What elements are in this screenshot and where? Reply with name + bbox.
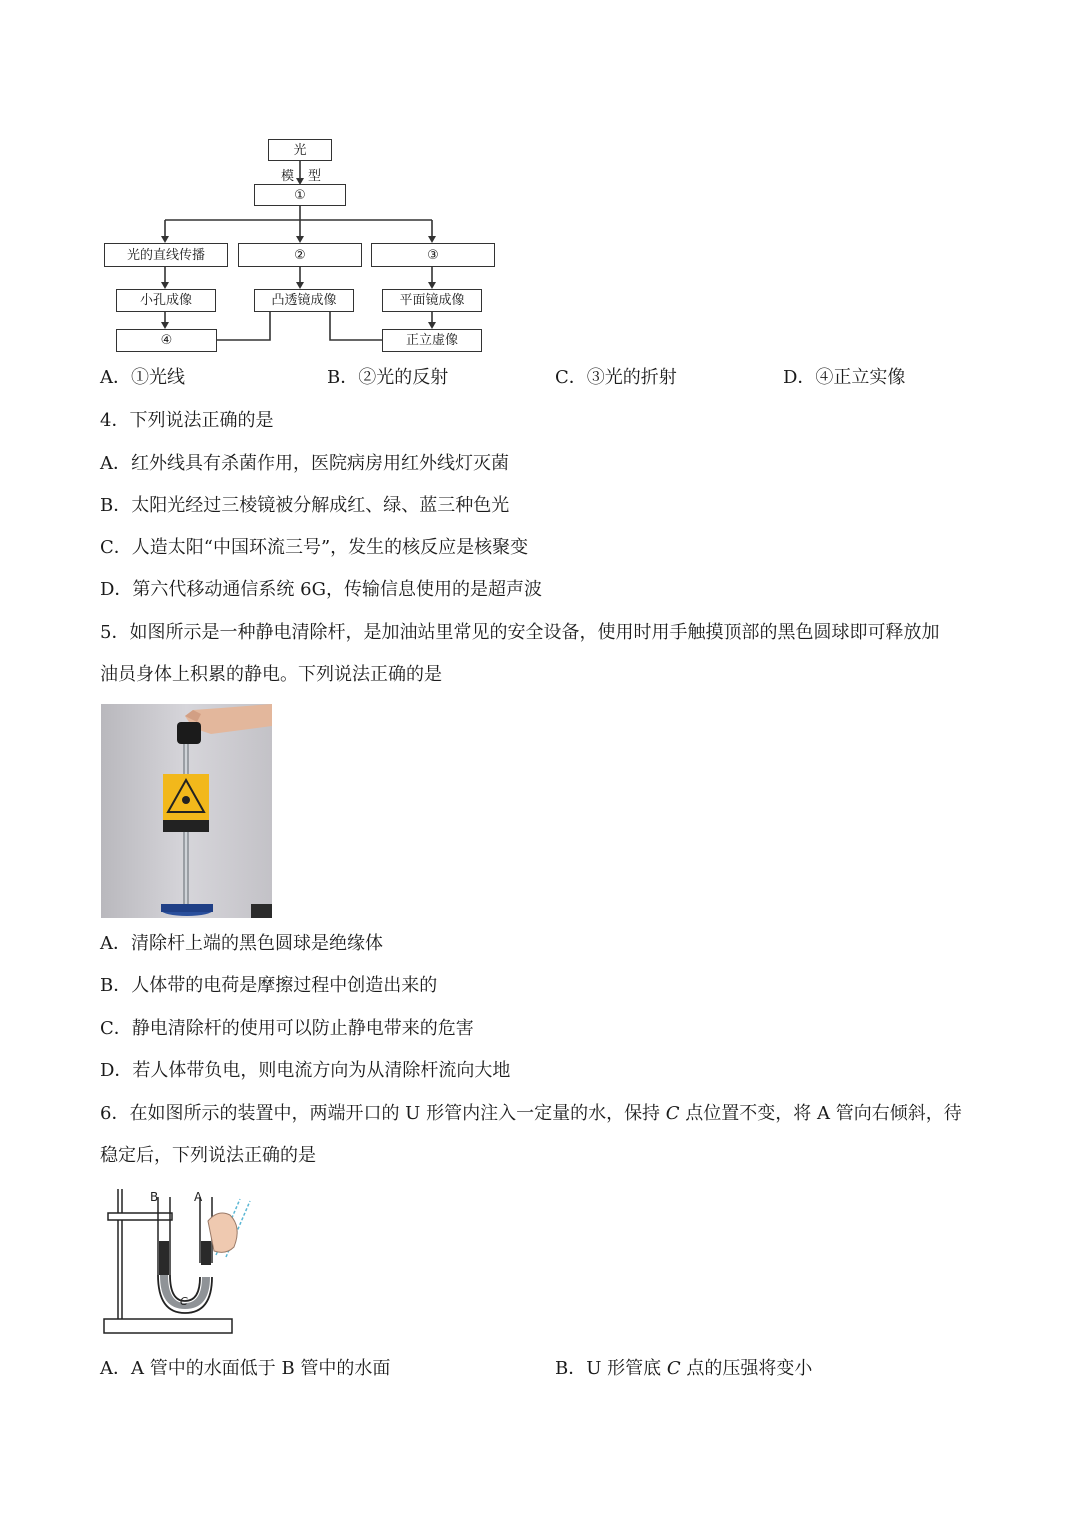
- diagram-box-node1: ①: [254, 184, 346, 206]
- q5-option-d: D．若人体带负电，则电流方向为从清除杆流向大地: [100, 1060, 511, 1081]
- diagram-box-convex: 凸透镜成像: [254, 289, 354, 312]
- diagram-box-virtual: 正立虚像: [382, 329, 482, 352]
- diagram-box-node2: ②: [238, 243, 362, 267]
- u-tube-label-c: C: [180, 1295, 188, 1308]
- q6-option-b-part1: B．U 形管底: [555, 1358, 667, 1379]
- diagram-box-pinhole: 小孔成像: [116, 289, 216, 312]
- q6-stem-point-c: C: [665, 1103, 680, 1124]
- q6-option-b-part2: 点的压强将变小: [680, 1358, 813, 1379]
- diagram-box-node3: ③: [371, 243, 495, 267]
- q3-option-a: A．①光线: [100, 367, 185, 388]
- static-rod-illustration: [101, 704, 272, 918]
- diagram-box-plane: 平面镜成像: [382, 289, 482, 312]
- q6-stem-line1: [100, 1101, 962, 1127]
- diagram-label-model-right: 型: [308, 169, 322, 184]
- q6-stem-part1: 6．在如图所示的装置中，两端开口的 U 形管内注入一定量的水，保持: [100, 1103, 666, 1124]
- u-tube-label-a: A: [194, 1190, 203, 1204]
- q4-option-b: B．太阳光经过三棱镜被分解成红、绿、蓝三种色光: [100, 495, 510, 516]
- q4-option-c: C．人造太阳“中国环流三号”，发生的核反应是核聚变: [100, 537, 529, 558]
- q4-option-d: D．第六代移动通信系统 6G，传输信息使用的是超声波: [100, 579, 542, 600]
- q6-option-b-point-c: C: [666, 1358, 681, 1379]
- diagram-box-light: 光: [268, 139, 332, 161]
- q3-option-b: B．②光的反射: [327, 367, 449, 388]
- q6-stem-part2: 点位置不变，将 A 管向右倾斜，待: [679, 1103, 962, 1124]
- q6-stem-line2: 稳定后，下列说法正确的是: [100, 1145, 316, 1166]
- diagram-label-model-left: 模: [281, 169, 295, 184]
- q5-option-b: B．人体带的电荷是摩擦过程中创造出来的: [100, 975, 438, 996]
- u-tube-drawing: [100, 1185, 260, 1340]
- diagram-box-node4: ④: [116, 329, 217, 352]
- q5-option-a: A．清除杆上端的黑色圆球是绝缘体: [100, 933, 383, 954]
- q3-option-c: C．③光的折射: [555, 367, 677, 388]
- diagram-box-straight: 光的直线传播: [104, 243, 228, 267]
- q5-stem-line1: 5．如图所示是一种静电清除杆，是加油站里常见的安全设备，使用时用手触摸顶部的黑色圆球即可释放加: [100, 622, 940, 643]
- q6-option-a: A．A 管中的水面低于 B 管中的水面: [100, 1358, 391, 1379]
- q5-option-c: C．静电清除杆的使用可以防止静电带来的危害: [100, 1018, 474, 1039]
- static-rod-photo: [101, 704, 272, 918]
- q4-option-a: A．红外线具有杀菌作用，医院病房用红外线灯灭菌: [100, 453, 509, 474]
- u-tube-figure: [100, 1185, 260, 1340]
- q4-stem: 4．下列说法正确的是: [100, 410, 274, 431]
- light-model-diagram: [0, 0, 520, 360]
- q3-option-d: D．④正立实像: [783, 367, 906, 388]
- q6-option-b: [555, 1356, 812, 1382]
- q5-stem-line2: 油员身体上积累的静电。下列说法正确的是: [100, 664, 442, 685]
- u-tube-label-b: B: [150, 1190, 159, 1204]
